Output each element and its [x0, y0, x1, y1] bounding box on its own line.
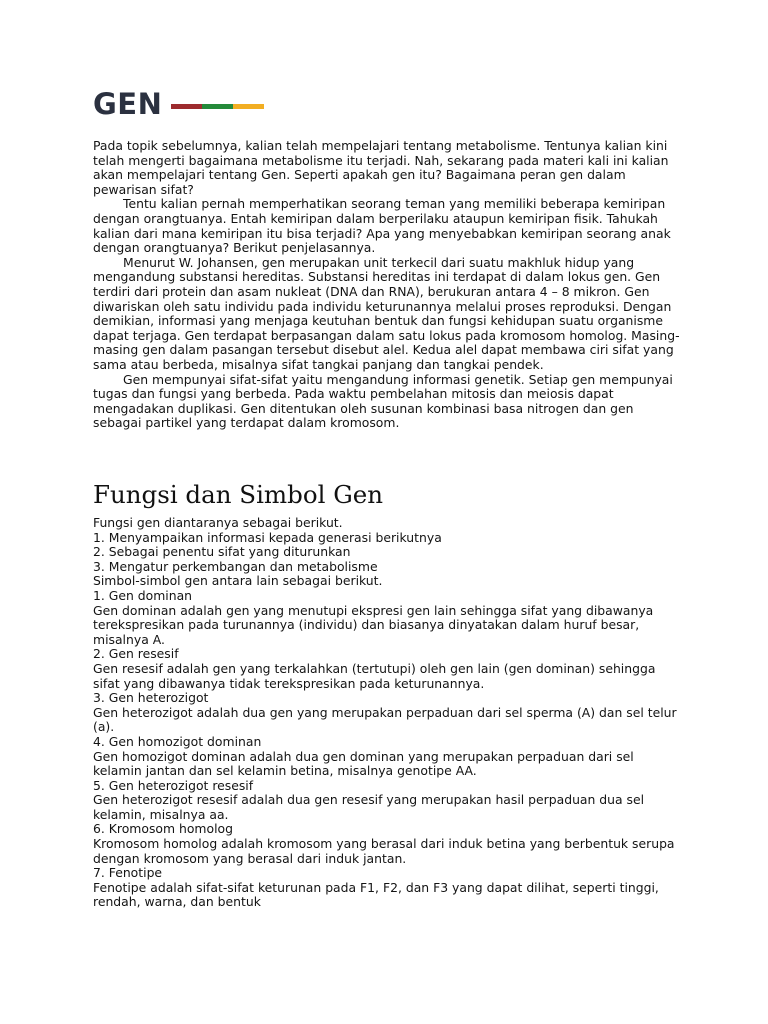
intro-text [93, 139, 683, 431]
title-color-bars [171, 104, 264, 109]
section-line: 4. Gen homozigot dominan [93, 733, 262, 749]
section-line: Gen resesif adalah gen yang terkalahkan (tertutupi) oleh gen lain (gen dominan) sehingga sifat yang dibawanya tidak terekspresikan pada keturunannya. [93, 660, 656, 691]
intro-paragraph: Menurut W. Johansen, gen merupakan unit terkecil dari suatu makhluk hidup yang mengandung substansi hereditas. Substansi hereditas ini terdapat di dalam lokus gen. Gen terdiri dari protein dan asam nukleat (DNA dan RNA), berukuran antara 4 – 8 mikron. Gen diwariskan oleh satu individu pada individu keturunannya melalui proses reproduksi. Dengan demikian, informasi yang menjaga keutuhan bentuk dan fungsi kehidupan suatu organisme dapat terjaga. Gen terdapat berpasangan dalam satu lokus pada kromosom homolog. Masing-masing gen dalam pasangan tersebut disebut alel. Kedua alel dapat membawa ciri sifat yang sama atau berbeda, misalnya sifat tangkai panjang dan tangkai pendek. [93, 254, 680, 372]
section-line: Gen heterozigot adalah dua gen yang merupakan perpaduan dari sel sperma (A) dan sel telur (a). [93, 704, 677, 735]
title-row [93, 82, 264, 126]
intro-paragraph: Gen mempunyai sifat-sifat yaitu mengandung informasi genetik. Setiap gen mempunyai tugas dan fungsi yang berbeda. Pada waktu pembelahan mitosis dan meiosis dapat mengadakan duplikasi. Gen ditentukan oleh susunan kombinasi basa nitrogen dan gen sebagai partikel yang terdapat dalam kromosom. [93, 371, 673, 431]
section-line: 5. Gen heterozigot resesif [93, 777, 254, 793]
section-line: 3. Mengatur perkembangan dan metabolisme [93, 558, 378, 574]
section-line: Fungsi gen diantaranya sebagai berikut. [93, 515, 343, 530]
section-line: 3. Gen heterozigot [93, 690, 209, 706]
section-line: Simbol-simbol gen antara lain sebagai berikut. [93, 573, 383, 589]
section-line: 7. Fenotipe [93, 865, 163, 881]
intro-paragraph: Pada topik sebelumnya, kalian telah mempelajari tentang metabolisme. Tentunya kalian kini telah mengerti bagaimana metabolisme itu terjadi. Nah, sekarang pada materi kali ini kalian akan mempelajari tentang Gen. Seperti apakah gen itu? Bagaimana peran gen dalam pewarisan sifat? [93, 138, 669, 197]
section-line: Gen dominan adalah gen yang menutupi ekspresi gen lain sehingga sifat yang dibawanya terekspresikan pada turunannya (individu) dan biasanya dinyatakan dalam huruf besar, misalnya A. [93, 602, 654, 647]
section-line: 2. Sebagai penentu sifat yang diturunkan [93, 544, 351, 560]
section-line: 2. Gen resesif [93, 646, 179, 662]
title-bar-green [202, 104, 233, 109]
section-line: 1. Gen dominan [93, 587, 193, 603]
title-bar-yellow [233, 104, 264, 109]
page-title: GEN [93, 87, 163, 121]
intro-paragraph: Tentu kalian pernah memperhatikan seorang teman yang memiliki beberapa kemiripan dengan orangtuanya. Entah kemiripan dalam berperilaku ataupun kemiripan fisik. Tahukah kalian dari mana kemiripan itu bisa terjadi? Apa yang menyebabkan kemiripan seorang anak dengan orangtuanya? Berikut penjelasannya. [93, 196, 671, 256]
section-heading: Fungsi dan Simbol Gen [93, 480, 384, 509]
section-line: 1. Menyampaikan informasi kepada generasi berikutnya [93, 529, 442, 545]
section-line: Gen heterozigot resesif adalah dua gen resesif yang merupakan hasil perpaduan dua sel kelamin, misalnya aa. [93, 792, 645, 822]
section-body [93, 516, 683, 910]
section-line: 6. Kromosom homolog [93, 821, 233, 837]
title-bar-red [171, 104, 202, 109]
section-line: Gen homozigot dominan adalah dua gen dominan yang merupakan perpaduan dari sel kelamin jantan dan sel kelamin betina, misalnya genotipe AA. [93, 748, 634, 779]
section-line: Fenotipe adalah sifat-sifat keturunan pada F1, F2, dan F3 yang dapat dilihat, seperti tinggi, rendah, warna, dan bentuk [93, 879, 659, 910]
section-line: Kromosom homolog adalah kromosom yang berasal dari induk betina yang berbentuk serupa dengan kromosom yang berasal dari induk jantan. [93, 836, 675, 866]
